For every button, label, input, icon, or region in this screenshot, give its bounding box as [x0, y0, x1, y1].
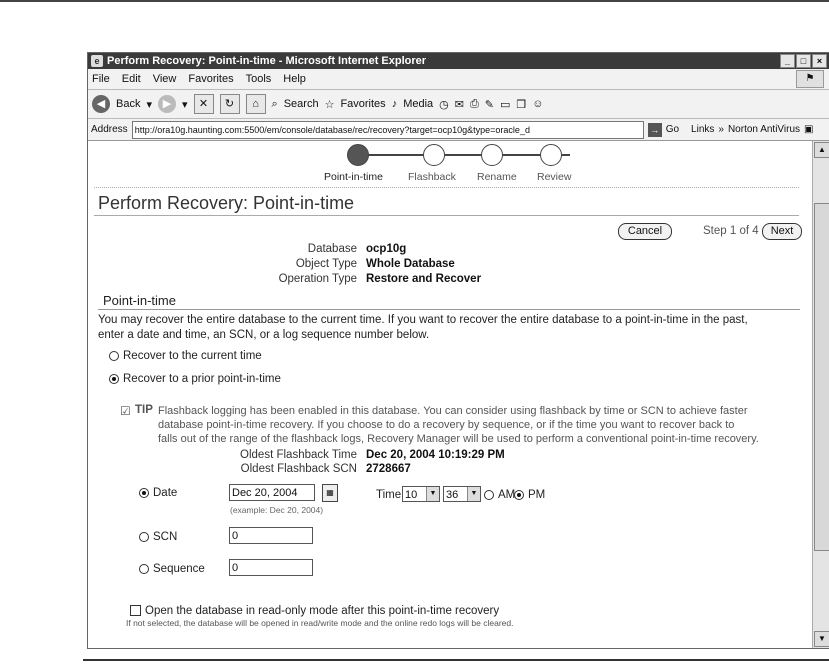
- back-button[interactable]: Back: [116, 98, 141, 110]
- window-title: Perform Recovery: Point-in-time - Microsoft Internet Explorer: [107, 55, 427, 67]
- address-bar: [88, 119, 829, 141]
- mail-icon[interactable]: ✉: [454, 98, 464, 111]
- print-icon[interactable]: ⎙: [469, 97, 479, 110]
- messenger-icon[interactable]: ☺: [532, 98, 544, 110]
- title-bar: [88, 53, 829, 69]
- scroll-up-icon[interactable]: ▲: [814, 142, 829, 158]
- history-icon[interactable]: ◷: [439, 98, 449, 111]
- section-title: Point-in-time: [103, 293, 176, 308]
- vertical-scrollbar[interactable]: [812, 141, 829, 648]
- stop-icon[interactable]: ✕: [194, 94, 214, 114]
- am-option[interactable]: [484, 488, 515, 503]
- scroll-down-icon[interactable]: ▼: [814, 631, 829, 647]
- sequence-input[interactable]: 0: [229, 559, 313, 576]
- train-step-dot-1: [347, 144, 369, 166]
- scn-input[interactable]: 0: [229, 527, 313, 544]
- research-icon[interactable]: ❒: [516, 98, 527, 111]
- menu-favorites[interactable]: Favorites: [188, 73, 234, 85]
- menu-help[interactable]: Help: [283, 73, 306, 85]
- pm-option[interactable]: [514, 488, 545, 503]
- train-connector: [358, 154, 570, 156]
- date-label[interactable]: Date: [153, 487, 178, 499]
- forward-dropdown-icon[interactable]: ▾: [182, 98, 188, 111]
- minute-dropdown-icon[interactable]: ▼: [467, 487, 480, 501]
- object-type-label: Object Type: [295, 258, 357, 270]
- search-button[interactable]: Search: [283, 98, 319, 110]
- hour-dropdown-icon[interactable]: ▼: [426, 487, 439, 501]
- oldest-flashback-time-label: Oldest Flashback Time: [240, 449, 357, 461]
- links-chevron-icon[interactable]: »: [718, 124, 724, 135]
- object-type-value: Whole Database: [366, 258, 455, 270]
- sequence-radio[interactable]: [139, 564, 149, 574]
- train-step-label-2[interactable]: Flashback: [408, 171, 456, 183]
- radio-current-time[interactable]: [109, 349, 262, 364]
- menu-edit[interactable]: Edit: [121, 73, 141, 85]
- oldest-flashback-scn-label: Oldest Flashback SCN: [240, 463, 357, 475]
- pm-label[interactable]: PM: [528, 489, 546, 501]
- train-step-dot-4[interactable]: [540, 144, 562, 166]
- favorites-star-icon[interactable]: ☆: [324, 98, 335, 111]
- menu-bar: [88, 69, 829, 90]
- intro-text: [98, 313, 803, 343]
- train-step-label-4[interactable]: Review: [537, 171, 572, 183]
- search-icon[interactable]: ⌕: [271, 97, 278, 110]
- scn-radio[interactable]: [139, 532, 149, 542]
- maximize-button[interactable]: □: [796, 54, 811, 68]
- go-button[interactable]: Go: [665, 124, 680, 135]
- window-controls: [780, 54, 827, 68]
- radio-prior-time-label[interactable]: Recover to a prior point-in-time: [123, 373, 281, 385]
- bottom-rule: [83, 659, 829, 661]
- oldest-flashback-time-value: Dec 20, 2004 10:19:29 PM: [366, 449, 505, 461]
- scroll-thumb[interactable]: [814, 203, 829, 551]
- tip-text: [158, 404, 798, 446]
- favorites-button[interactable]: Favorites: [340, 98, 386, 110]
- discuss-icon[interactable]: ▭: [500, 98, 511, 111]
- database-label: Database: [307, 243, 357, 255]
- date-radio[interactable]: [139, 488, 149, 498]
- home-icon[interactable]: ⌂: [246, 94, 266, 114]
- back-dropdown-icon[interactable]: ▾: [146, 98, 152, 111]
- cancel-button[interactable]: Cancel: [618, 223, 672, 240]
- browser-window: [87, 52, 829, 649]
- page-title: Perform Recovery: Point-in-time: [98, 193, 355, 213]
- menu-view[interactable]: View: [152, 73, 177, 85]
- tip-line-2: database point-in-time recovery. If you choose to do a recovery by sequence, or if the time you want to recover back to: [158, 419, 735, 431]
- minute-value[interactable]: 36: [446, 489, 459, 501]
- norton-antivirus-button[interactable]: Norton AntiVirus: [727, 124, 801, 135]
- operation-type-value: Restore and Recover: [366, 273, 482, 285]
- refresh-icon[interactable]: ↻: [220, 94, 240, 114]
- page-title-rule: [94, 215, 799, 216]
- scn-label[interactable]: SCN: [153, 531, 178, 543]
- pm-radio[interactable]: [514, 490, 524, 500]
- step-indicator: Step 1 of 4: [703, 225, 759, 237]
- readonly-checkbox[interactable]: [130, 605, 141, 616]
- menu-tools[interactable]: Tools: [245, 73, 272, 85]
- top-rule: [0, 0, 829, 2]
- date-option[interactable]: [139, 486, 177, 501]
- windows-logo-icon: ⚑: [796, 70, 824, 88]
- train-step-label-3[interactable]: Rename: [477, 171, 517, 183]
- readonly-note: If not selected, the database will be opened in read/write mode and the online redo logs will be cleared.: [126, 618, 514, 628]
- ie-logo-icon: e: [91, 55, 103, 67]
- links-label[interactable]: Links: [691, 124, 715, 135]
- norton-icon[interactable]: ▣: [804, 124, 814, 135]
- tip-label: TIP: [135, 404, 153, 416]
- train-step-dot-2[interactable]: [423, 144, 445, 166]
- date-example: (example: Dec 20, 2004): [230, 505, 324, 515]
- go-arrow-icon[interactable]: →: [648, 123, 662, 137]
- readonly-label[interactable]: Open the database in read-only mode after this point-in-time recovery: [145, 605, 500, 617]
- operation-type-label: Operation Type: [278, 273, 357, 285]
- scn-option[interactable]: [139, 530, 177, 545]
- media-button[interactable]: Media: [403, 98, 434, 110]
- calendar-icon[interactable]: ▦: [322, 484, 338, 502]
- sequence-label[interactable]: Sequence: [153, 563, 205, 575]
- train-step-dot-3[interactable]: [481, 144, 503, 166]
- edit-icon[interactable]: ✎: [484, 98, 495, 111]
- media-icon[interactable]: ♪: [391, 98, 398, 110]
- radio-current-time-label[interactable]: Recover to the current time: [123, 350, 262, 362]
- minute-select[interactable]: [443, 486, 481, 502]
- address-label: Address: [91, 124, 128, 135]
- tip-check-icon: ☑: [120, 404, 131, 418]
- radio-prior-time-control[interactable]: [109, 374, 119, 384]
- train-step-label-1: Point-in-time: [324, 171, 383, 183]
- date-input[interactable]: Dec 20, 2004: [229, 484, 315, 501]
- time-label: Time: [376, 489, 402, 501]
- menu-file[interactable]: File: [92, 73, 110, 85]
- section-rule: [98, 309, 800, 310]
- radio-current-time-control[interactable]: [109, 351, 119, 361]
- next-button[interactable]: Next: [762, 223, 802, 240]
- toolbar: [88, 90, 829, 119]
- intro-line-1: You may recover the entire database to the current time. If you want to recover the entire database to a point-in-time in the past,: [98, 314, 748, 326]
- forward-arrow-icon[interactable]: ▶: [158, 95, 176, 113]
- database-value: ocp10g: [366, 243, 407, 255]
- hour-value[interactable]: 10: [405, 489, 418, 501]
- page-content: [88, 141, 812, 648]
- tip-line-3: falls out of the range of the flashback logs, Recovery Manager will be used to perform a conventional point-in-time recovery.: [158, 433, 759, 445]
- back-arrow-icon[interactable]: ◀: [92, 95, 110, 113]
- tip-line-1: Flashback logging has been enabled in this database. You can consider using flashback by time or SCN to achieve faster: [158, 405, 748, 417]
- sequence-option[interactable]: [139, 562, 205, 577]
- am-radio[interactable]: [484, 490, 494, 500]
- hour-select[interactable]: [402, 486, 440, 502]
- intro-line-2: enter a date and time, an SCN, or a log sequence number below.: [98, 329, 430, 341]
- radio-prior-time[interactable]: [109, 372, 281, 387]
- train-separator: [94, 187, 799, 188]
- oldest-flashback-scn-value: 2728667: [366, 463, 411, 475]
- minimize-button[interactable]: _: [780, 54, 795, 68]
- am-label[interactable]: AM: [498, 489, 516, 501]
- close-button[interactable]: ×: [812, 54, 827, 68]
- address-input[interactable]: http://ora10g.haunting.com:5500/em/console/database/rec/recovery?target=ocp10g&type=oracle_d: [132, 121, 644, 139]
- readonly-option[interactable]: [130, 604, 499, 619]
